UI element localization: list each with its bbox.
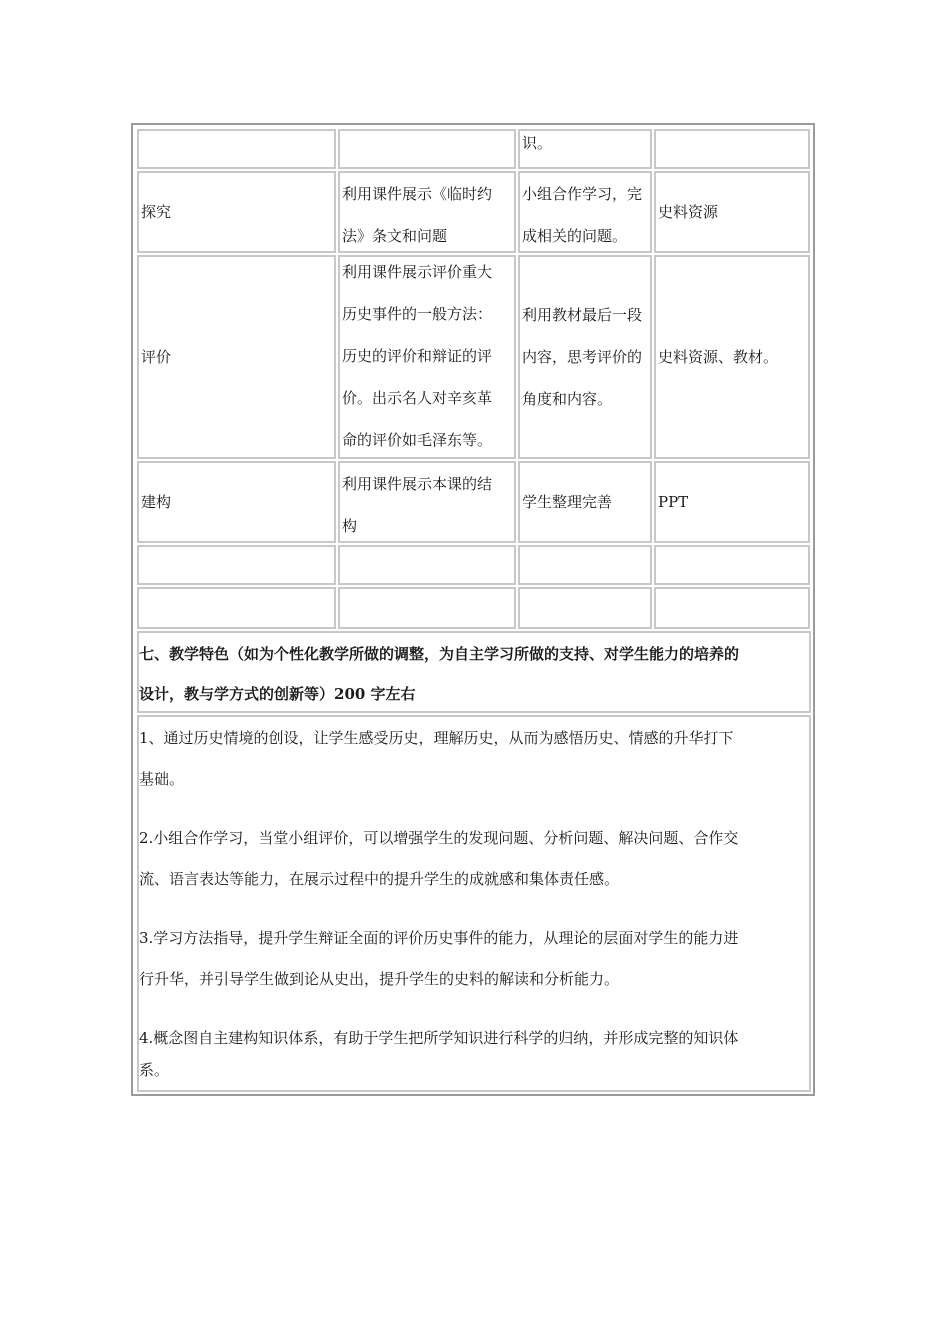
section-7-body	[137, 715, 811, 1092]
table-cell	[518, 255, 652, 459]
stage-label: 探究	[141, 202, 172, 221]
table-cell	[338, 461, 516, 543]
student-activity: 利用教材最后一段 内容，思考评价的 角度和内容。	[522, 306, 643, 408]
feature-item-2-line2: 流、语言表达等能力，在展示过程中的提升学生的成就感和集体责任感。	[139, 870, 620, 888]
section-7-header	[137, 631, 811, 713]
teacher-activity: 利用课件展示《临时约 法》条文和问题	[342, 185, 493, 245]
table-cell	[137, 255, 336, 459]
student-activity: 学生整理完善	[522, 492, 613, 511]
table-cell	[654, 587, 810, 629]
stage-label: 建构	[141, 492, 172, 511]
table-cell	[654, 171, 810, 253]
feature-item-2-line1: 2.小组合作学习，当堂小组评价，可以增强学生的发现问题、分析问题、解决问题、合作交	[139, 829, 739, 847]
student-activity: 小组合作学习，完 成相关的问题。	[522, 185, 643, 245]
feature-item-4-line2: 系。	[139, 1061, 170, 1079]
table-cell	[518, 129, 652, 169]
feature-item-3-line1: 3.学习方法指导，提升学生辩证全面的评价历史事件的能力，从理论的层面对学生的能力进	[139, 929, 739, 947]
table-cell	[338, 255, 516, 459]
teacher-activity: 利用课件展示本课的结 构	[342, 475, 493, 535]
table-cell	[137, 545, 336, 585]
teacher-activity: 利用课件展示评价重大 历史事件的一般方法： 历史的评价和辩证的评 价。出示名人对辛亥革 命的评价如毛泽东等。	[342, 263, 493, 449]
table-cell	[654, 545, 810, 585]
table-cell	[518, 461, 652, 543]
resources: 史料资源	[658, 202, 719, 221]
table-cell	[518, 587, 652, 629]
lesson-plan-table	[131, 123, 815, 1096]
feature-item-3-line2: 行升华，并引导学生做到论从史出，提升学生的史料的解读和分析能力。	[139, 970, 620, 988]
resources: PPT	[658, 492, 689, 511]
table-cell	[137, 171, 336, 253]
table-cell	[654, 255, 810, 459]
feature-item-1-line1: 1、通过历史情境的创设，让学生感受历史，理解历史，从而为感悟历史、情感的升华打下	[139, 729, 734, 747]
table-cell	[137, 587, 336, 629]
cell-text: 识。	[522, 134, 553, 152]
table-cell	[338, 171, 516, 253]
table-cell	[137, 129, 336, 169]
table-cell	[654, 461, 810, 543]
feature-item-1-line2: 基础。	[139, 770, 185, 788]
resources: 史料资源、教材。	[658, 347, 779, 366]
table-cell	[518, 545, 652, 585]
table-cell	[137, 461, 336, 543]
table-cell	[654, 129, 810, 169]
table-cell	[518, 171, 652, 253]
stage-label: 评价	[141, 347, 172, 366]
table-cell	[338, 129, 516, 169]
section-7-title-line1: 七、教学特色（如为个性化教学所做的调整，为自主学习所做的支持、对学生能力的培养的	[139, 645, 740, 663]
section-7-title-line2: 设计，教与学方式的创新等）200 字左右	[139, 685, 416, 703]
table-cell	[338, 587, 516, 629]
feature-item-4-line1: 4.概念图自主建构知识体系，有助于学生把所学知识进行科学的归纳，并形成完整的知识体	[139, 1029, 739, 1047]
table-cell	[338, 545, 516, 585]
